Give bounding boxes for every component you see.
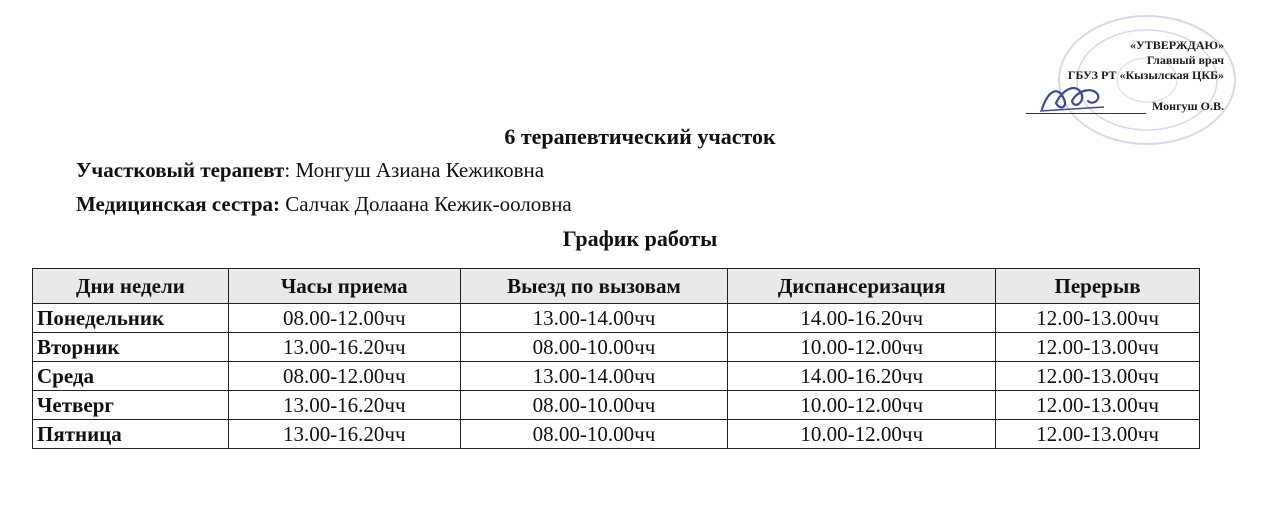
visit-cell: 13.00-14.00чч: [460, 362, 728, 391]
district-title: 6 терапевтический участок: [504, 124, 776, 149]
break-cell: 12.00-13.00чч: [996, 304, 1200, 333]
schedule-table: [32, 268, 1200, 449]
approval-organization: ГБУЗ РТ «Кызылская ЦКБ»: [1067, 68, 1224, 82]
header-days: Дни недели: [33, 269, 229, 304]
day-cell: Пятница: [33, 420, 229, 449]
dispensary-cell: 10.00-12.00чч: [728, 420, 996, 449]
header-dispensary: Диспансеризация: [728, 269, 996, 304]
approval-title: «УТВЕРЖДАЮ»: [1129, 38, 1224, 52]
table-row: [33, 333, 1200, 362]
signature-icon: [1038, 81, 1108, 115]
header-break: Перерыв: [996, 269, 1200, 304]
day-cell: Четверг: [33, 391, 229, 420]
nurse-label: Медицинская сестра:: [76, 192, 281, 216]
day-cell: Понедельник: [33, 304, 229, 333]
dispensary-cell: 14.00-16.20чч: [728, 362, 996, 391]
reception-cell: 13.00-16.20чч: [228, 391, 460, 420]
signature-line: [1026, 89, 1224, 114]
nurse-line: [76, 192, 572, 217]
therapist-label: Участковый терапевт: [76, 158, 285, 182]
visit-cell: 13.00-14.00чч: [460, 304, 728, 333]
visit-cell: 08.00-10.00чч: [460, 420, 728, 449]
therapist-name: Монгуш Азиана Кежиковна: [295, 158, 545, 182]
dispensary-cell: 14.00-16.20чч: [728, 304, 996, 333]
table-row: [33, 362, 1200, 391]
approval-position: Главный врач: [1146, 53, 1224, 67]
visit-cell: 08.00-10.00чч: [460, 333, 728, 362]
day-cell: Вторник: [33, 333, 229, 362]
break-cell: 12.00-13.00чч: [996, 391, 1200, 420]
break-cell: 12.00-13.00чч: [996, 333, 1200, 362]
visit-cell: 08.00-10.00чч: [460, 391, 728, 420]
dispensary-cell: 10.00-12.00чч: [728, 333, 996, 362]
nurse-name: Салчак Долаана Кежик-ооловна: [280, 192, 572, 216]
reception-cell: 08.00-12.00чч: [228, 304, 460, 333]
header-home-visits: Выезд по вызовам: [460, 269, 728, 304]
approval-block: [1026, 38, 1224, 114]
table-row: [33, 304, 1200, 333]
approval-signer: Монгуш О.В.: [1152, 99, 1224, 113]
break-cell: 12.00-13.00чч: [996, 420, 1200, 449]
break-cell: 12.00-13.00чч: [996, 362, 1200, 391]
reception-cell: 08.00-12.00чч: [228, 362, 460, 391]
table-row: [33, 391, 1200, 420]
therapist-separator: :: [284, 158, 296, 182]
reception-cell: 13.00-16.20чч: [228, 333, 460, 362]
signature-underline: [1026, 89, 1146, 114]
day-cell: Среда: [33, 362, 229, 391]
dispensary-cell: 10.00-12.00чч: [728, 391, 996, 420]
header-reception-hours: Часы приема: [228, 269, 460, 304]
schedule-title: График работы: [562, 226, 718, 251]
table-row: [33, 420, 1200, 449]
table-header-row: [33, 269, 1200, 304]
therapist-line: [76, 158, 544, 183]
reception-cell: 13.00-16.20чч: [228, 420, 460, 449]
